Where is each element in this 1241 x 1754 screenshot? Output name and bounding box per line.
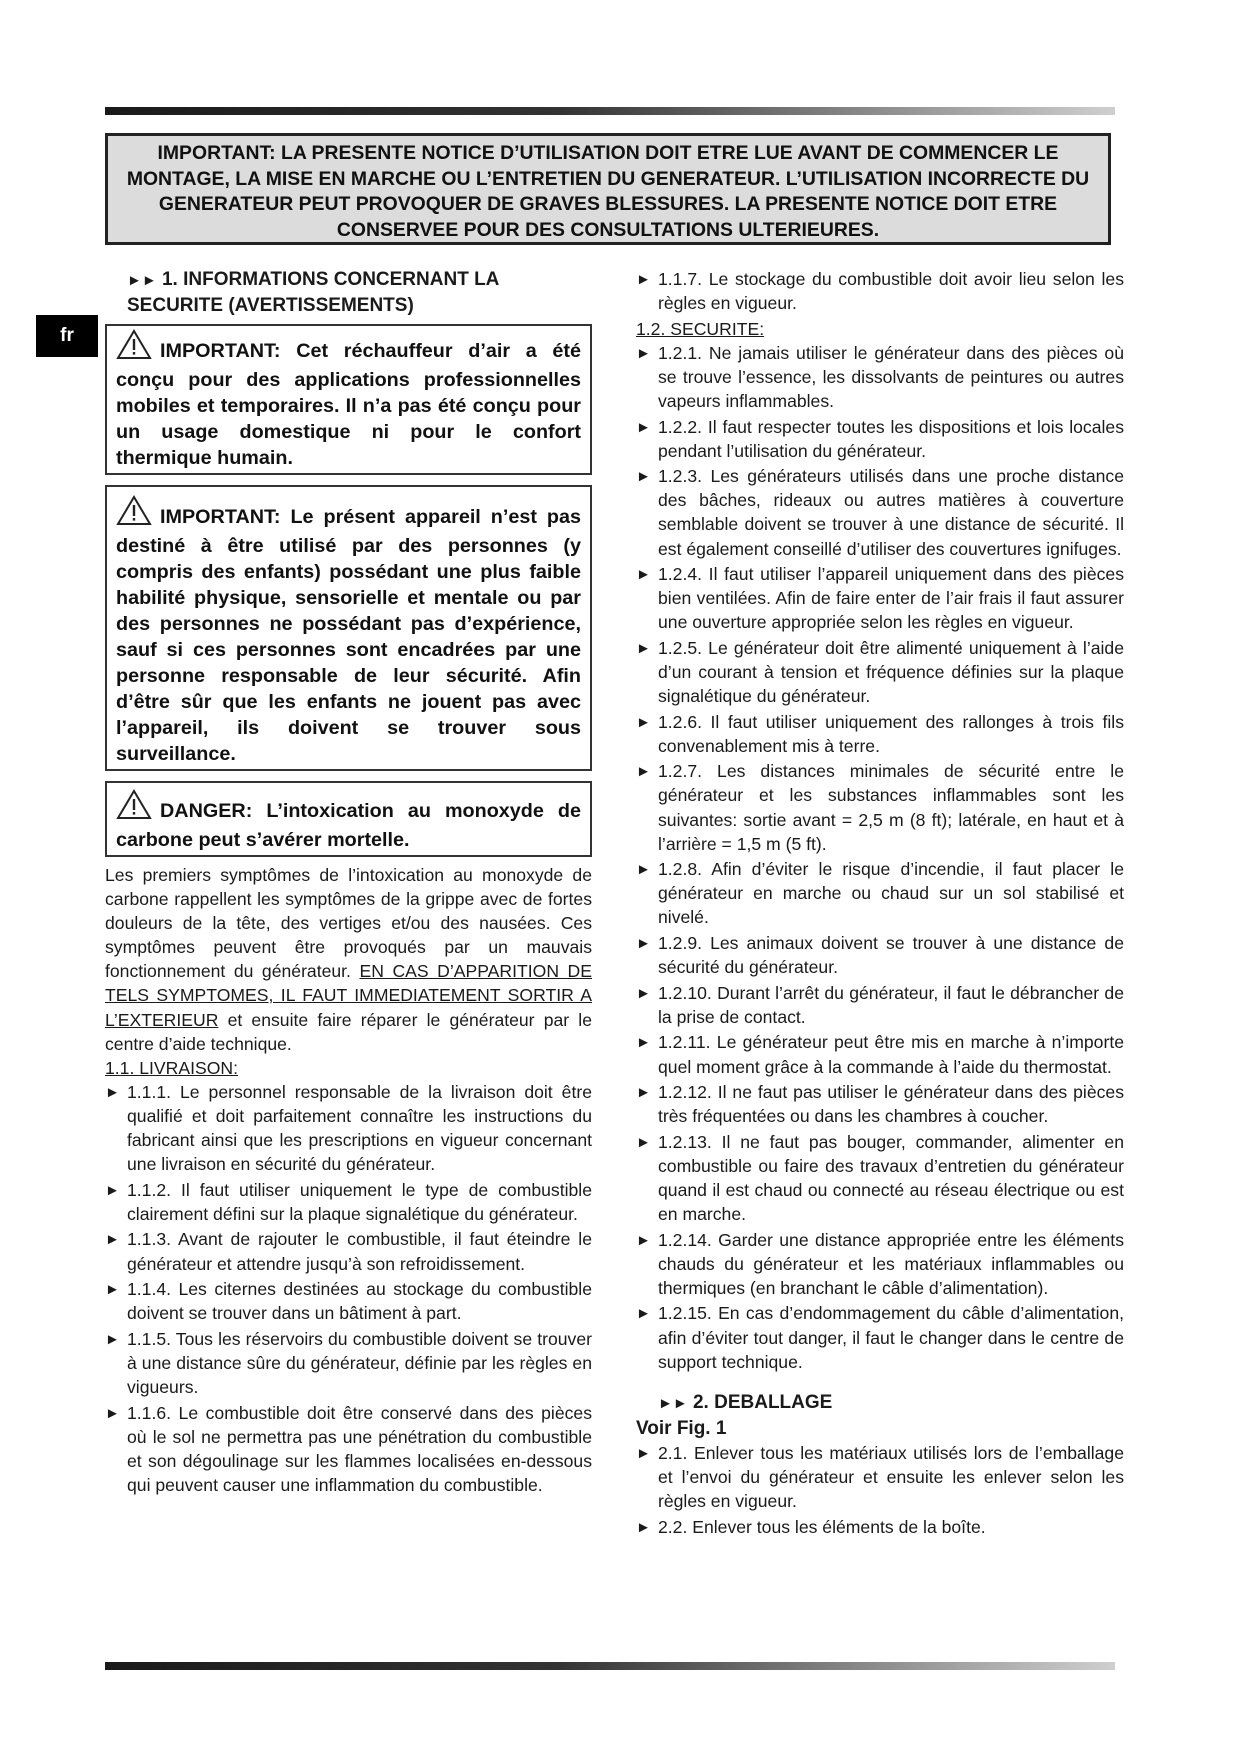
bullet-arrow-icon: ► [636,1133,651,1151]
section-2-heading [636,1390,1124,1416]
item-text: 1.2.3. Les générateurs utilisés dans une proche distance des bâches, rideaux ou autres matières à couverture semblable doivent se trouver à une distance de sécurité. Il est également conseillé d’utiliser des couvertures ignifuges. [658,466,1124,559]
important-warning-box: IMPORTANT: LA PRESENTE NOTICE D’UTILISATION DOIT ETRE LUE AVANT DE COMMENCER LE MONTAGE, LA MISE EN MARCHE OU L’ENTRETIEN DU GENERATEUR. L’UTILISATION INCORRECTE DU GENERATEUR PEUT PROVOQUER DE GRAVES BLESSURES. LA PRESENTE NOTICE DOIT ETRE CONSERVEE POUR DES CONSULTATIONS ULTERIEURES. [105,133,1111,245]
item-text: 1.2.12. Il ne faut pas utiliser le générateur dans des pièces très fréquentées ou dans les chambres à coucher. [658,1082,1124,1127]
list-item [636,1441,1124,1513]
subsection-1-1-heading: 1.1. LIVRAISON: [105,1057,238,1078]
list-item [636,857,1124,929]
subsection-1-2-heading: 1.2. SECURITE: [636,318,765,339]
item-text: 1.1.7. Le stockage du combustible doit avoir lieu selon les règles en vigueur. [658,269,1124,314]
item-text: 1.2.2. Il faut respecter toutes les dispositions et lois locales pendant l’utilisation du générateur. [658,416,1124,461]
item-text: 1.1.6. Le combustible doit être conservé dans des pièces où le sol ne permettra pas une pénétration du combustible et son dégoulinage sur les flammes localisées en-dessous qui peuvent causer une inflammation du combustible. [127,1402,592,1495]
list-item [636,759,1124,855]
item-text: 2.2. Enlever tous les éléments de la boîte. [658,1516,986,1537]
bullet-arrow-icon: ► [105,1404,120,1422]
item-text: 1.2.14. Garder une distance appropriée entre les éléments chauds du générateur et les matériaux inflammables ou thermiques (en branchant le câble d’alimentation). [658,1229,1124,1298]
notice-2-text: IMPORTANT: Le présent appareil n’est pas destiné à être utilisé par des personnes (y compris des enfants) possédant une plus faible habilité physique, sensorielle et mentale ou par des personnes ne possédant pas d’expérience, sauf si ces personnes sont encadrées par une personne responsable de leur sécurité. Afin d’être sûr que les enfants ne jouent pas avec l’appareil, ils doivent se trouver sous surveillance. [116,506,581,765]
bullet-arrow-icon: ► [636,271,651,288]
item-text: 1.1.3. Avant de rajouter le combustible, il faut éteindre le générateur et attendre jusqu’à son refroidissement. [127,1229,592,1274]
notice-3-text: DANGER: L’intoxication au monoxyde de carbone peut s’avérer mortelle. [116,800,581,851]
section-arrows-icon: ►► [127,272,157,289]
list-item [636,464,1124,560]
warning-triangle-icon [116,789,152,827]
figure-reference: Voir Fig. 1 [636,1417,727,1439]
co-text-underlined: EN CAS D’APPARITION DE TELS SYMPTOMES, IL FAUT IMMEDIATEMENT SORTIR A L’EXTERIEUR [105,961,592,1030]
list-item [636,267,1124,315]
notice-box-3 [105,781,592,857]
top-divider [105,107,1115,115]
list-item [105,1227,592,1275]
section-1-title: 1. INFORMATIONS CONCERNANT LA SECURITE (AVERTISSEMENTS) [127,269,499,316]
list-item [105,1401,592,1497]
bullet-arrow-icon: ► [636,935,651,953]
section-2-title: 2. DEBALLAGE [692,1391,833,1413]
list-item [636,415,1124,463]
bullet-arrow-icon: ► [636,861,651,879]
item-text: 1.1.4. Les citernes destinées au stockage du combustible doivent se trouver dans un bâtiment à part. [127,1279,592,1324]
co-text-after: et ensuite faire réparer le générateur par le centre d’aide technique. [105,1009,592,1054]
item-text: 1.2.6. Il faut utiliser uniquement des rallonges à trois fils convenablement mis à terre. [658,711,1124,756]
item-text: 1.2.1. Ne jamais utiliser le générateur dans des pièces où se trouve l’essence, les dissolvants de peintures ou autres vapeurs inflammables. [658,342,1124,411]
list-item [636,1030,1124,1078]
list-item [105,1327,592,1399]
item-text: 1.1.1. Le personnel responsable de la livraison doit être qualifié et doit parfaitement connaître les instructions du fabricant ainsi que les prescriptions en vigueur concernant une livraison en sécurité du générateur. [127,1081,592,1175]
bullet-arrow-icon: ► [636,1231,651,1249]
bullet-arrow-icon: ► [636,1034,651,1052]
bullet-arrow-icon: ► [636,713,651,731]
item-text: 1.2.7. Les distances minimales de sécurité entre le générateur et les substances inflammables sont les suivantes: sortie avant = 2,5 m (8 ft); latérale, en haut et à l’arrière = 1,5 m (5 ft). [658,761,1124,854]
item-text: 1.2.13. Il ne faut pas bouger, commander, alimenter en combustible ou faire des travaux d’entretien du générateur quand il est chaud ou connecté au réseau électrique ou est en marche. [658,1131,1124,1225]
list-item [636,710,1124,758]
co-paragraph [105,863,592,1056]
list-item [105,1080,592,1176]
list-item [636,636,1124,708]
bullet-arrow-icon: ► [636,1305,651,1323]
item-text: 1.2.4. Il faut utiliser l’appareil uniquement dans des pièces bien ventilées. Afin de faire enter de l’air frais il faut assurer une ouverture appropriée selon les règles en vigueur. [658,564,1124,633]
list-item [105,1277,592,1325]
item-text: 1.2.9. Les animaux doivent se trouver à une distance de sécurité du générateur. [658,933,1124,978]
item-text: 1.2.5. Le générateur doit être alimenté uniquement à l’aide d’un courant à tension et fréquence définies sur la plaque signalétique du générateur. [658,637,1124,707]
list-item [636,981,1124,1029]
bullet-arrow-icon: ► [636,344,651,362]
list-item [636,931,1124,979]
notice-box-2 [105,485,592,771]
bullet-arrow-icon: ► [636,566,651,584]
bullet-arrow-icon: ► [105,1330,120,1348]
item-text: 1.2.15. En cas d’endommagement du câble d’alimentation, afin d’éviter tout danger, il faut le changer dans le centre de support technique. [658,1303,1124,1372]
section-arrows-icon: ►► [658,1394,688,1412]
bullet-arrow-icon: ► [636,1518,651,1536]
warning-triangle-icon [116,495,152,533]
warning-triangle-icon [116,329,152,367]
bullet-arrow-icon: ► [636,639,651,657]
bullet-arrow-icon: ► [105,1181,120,1199]
bullet-arrow-icon: ► [105,1083,120,1101]
bullet-arrow-icon: ► [105,1281,120,1299]
item-text: 1.1.2. Il faut utiliser uniquement le type de combustible clairement défini sur la plaque signalétique du générateur. [127,1179,592,1224]
bullet-arrow-icon: ► [105,1231,120,1249]
item-text: 1.2.11. Le générateur peut être mis en marche à n’importe quel moment grâce à la commande à l’aide du thermostat. [658,1032,1124,1077]
list-item [636,562,1124,634]
bullet-arrow-icon: ► [636,984,651,1002]
list-item [636,1515,1124,1540]
bottom-divider [105,1662,1115,1670]
right-column [636,267,1124,1541]
bullet-arrow-icon: ► [636,763,651,781]
item-text: 1.1.5. Tous les réservoirs du combustible doivent se trouver à une distance sûre du générateur, définie par les règles en vigueurs. [127,1328,592,1397]
list-item [636,1080,1124,1128]
language-tab: fr [36,315,98,357]
bullet-arrow-icon: ► [636,468,651,486]
list-item [636,341,1124,413]
bullet-arrow-icon: ► [636,1084,651,1102]
item-text: 1.2.8. Afin d’éviter le risque d’incendie, il faut placer le générateur en marche ou chaud sur un sol stabilisé et nivelé. [658,859,1124,928]
item-text: 2.1. Enlever tous les matériaux utilisés lors de l’emballage et l’envoi du générateur et ensuite les enlever selon les règles en vigueur. [658,1442,1124,1511]
list-item [636,1228,1124,1300]
list-item [636,1301,1124,1373]
list-item [105,1178,592,1226]
list-item [636,1130,1124,1226]
notice-box-1 [105,324,592,475]
notice-1-text: IMPORTANT: Cet réchauffeur d’air a été conçu pour des applications professionnelles mobiles et temporaires. Il n’a pas été conçu pour un usage domestique ni pour le confort thermique humain. [116,340,581,469]
section-1-heading [105,267,592,318]
bullet-arrow-icon: ► [636,418,651,436]
co-text-before: Les premiers symptômes de l’intoxication au monoxyde de carbone rappellent les symptômes de la grippe avec de fortes douleurs de la tête, des vertiges et/ou des nausées. Ces symptômes peuvent être provoqués par un mauvais fonctionnement du générateur. [105,865,592,982]
bullet-arrow-icon: ► [636,1444,651,1462]
left-column [105,267,592,1498]
item-text: 1.2.10. Durant l’arrêt du générateur, il faut le débrancher de la prise de contact. [658,982,1124,1027]
